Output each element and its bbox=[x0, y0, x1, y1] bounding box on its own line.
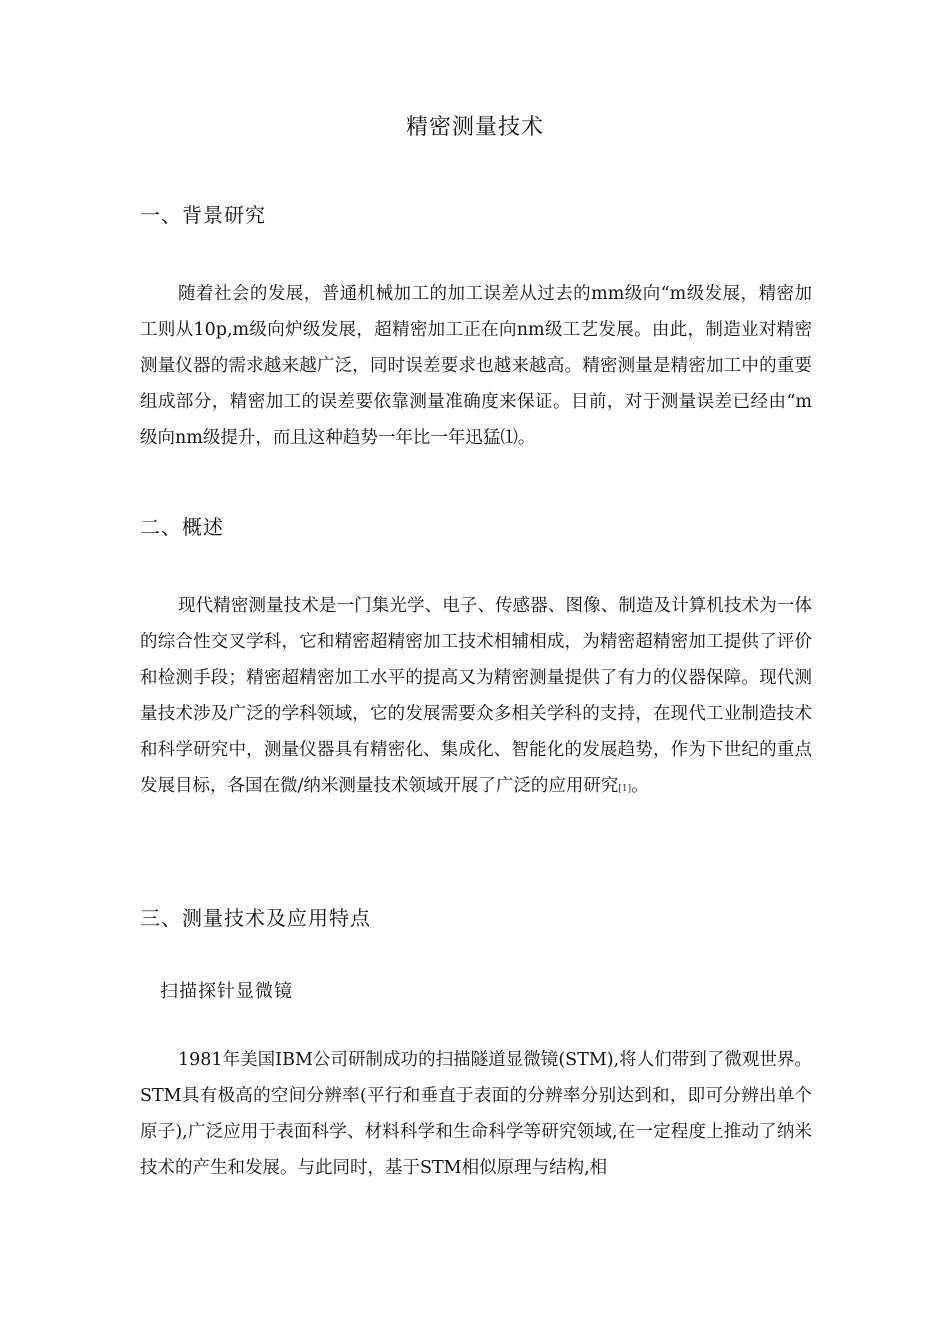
subsection-heading-spm: 扫描探针显微镜 bbox=[160, 981, 293, 1002]
section-paragraph-spm: 1981年美国IBM公司研制成功的扫描隧道显微镜(STM),将人们带到了微观世界。STM具有极高的空间分辨率(平行和垂直于表面的分辨率分别达到和，即可分辨出单个原子),广泛应用于表面科学、材料科学和生命科学等研究领域,在一定程度上推动了纳米技术的产生和发展。与此同时，基于STM相似原理与结构,相 bbox=[140, 1050, 812, 1178]
reference-mark: [1] bbox=[618, 784, 632, 794]
section-heading-background: 一、背景研究 bbox=[140, 203, 266, 227]
section-heading-techniques: 三、测量技术及应用特点 bbox=[140, 906, 371, 930]
section-heading-overview: 二、概述 bbox=[140, 515, 224, 539]
overview-paragraph-end: 。 bbox=[631, 776, 649, 796]
section-paragraph-overview bbox=[140, 588, 812, 807]
section-paragraph-background: 随着社会的发展，普通机械加工的加工误差从过去的mm级向“m级发展，精密加工则从10p,m级向炉级发展，超精密加工正在向nm级工艺发展。由此，制造业对精密测量仪器的需求越来越广泛，同时误差要求也越来越高。精密测量是精密加工中的重要组成部分，精密加工的误差要依靠测量准确度来保证。目前，对于测量误差已经由“m级向nm级提升，而且这种趋势一年比一年迅猛⑴。 bbox=[140, 284, 812, 448]
overview-paragraph-text: 现代精密测量技术是一门集光学、电子、传感器、图像、制造及计算机技术为一体的综合性交叉学科，它和精密超精密加工技术相辅相成，为精密超精密加工提供了评价和检测手段；精密超精密加工水平的提高又为精密测量提供了有力的仪器保障。现代测量技术涉及广泛的学科领域，它的发展需要众多相关学科的支持，在现代工业制造技术和科学研究中，测量仪器具有精密化、集成化、智能化的发展趋势，作为下世纪的重点发展目标，各国在微/纳米测量技术领域开展了广泛的应用研究 bbox=[140, 596, 812, 796]
document-title: 精密测量技术 bbox=[405, 115, 544, 140]
